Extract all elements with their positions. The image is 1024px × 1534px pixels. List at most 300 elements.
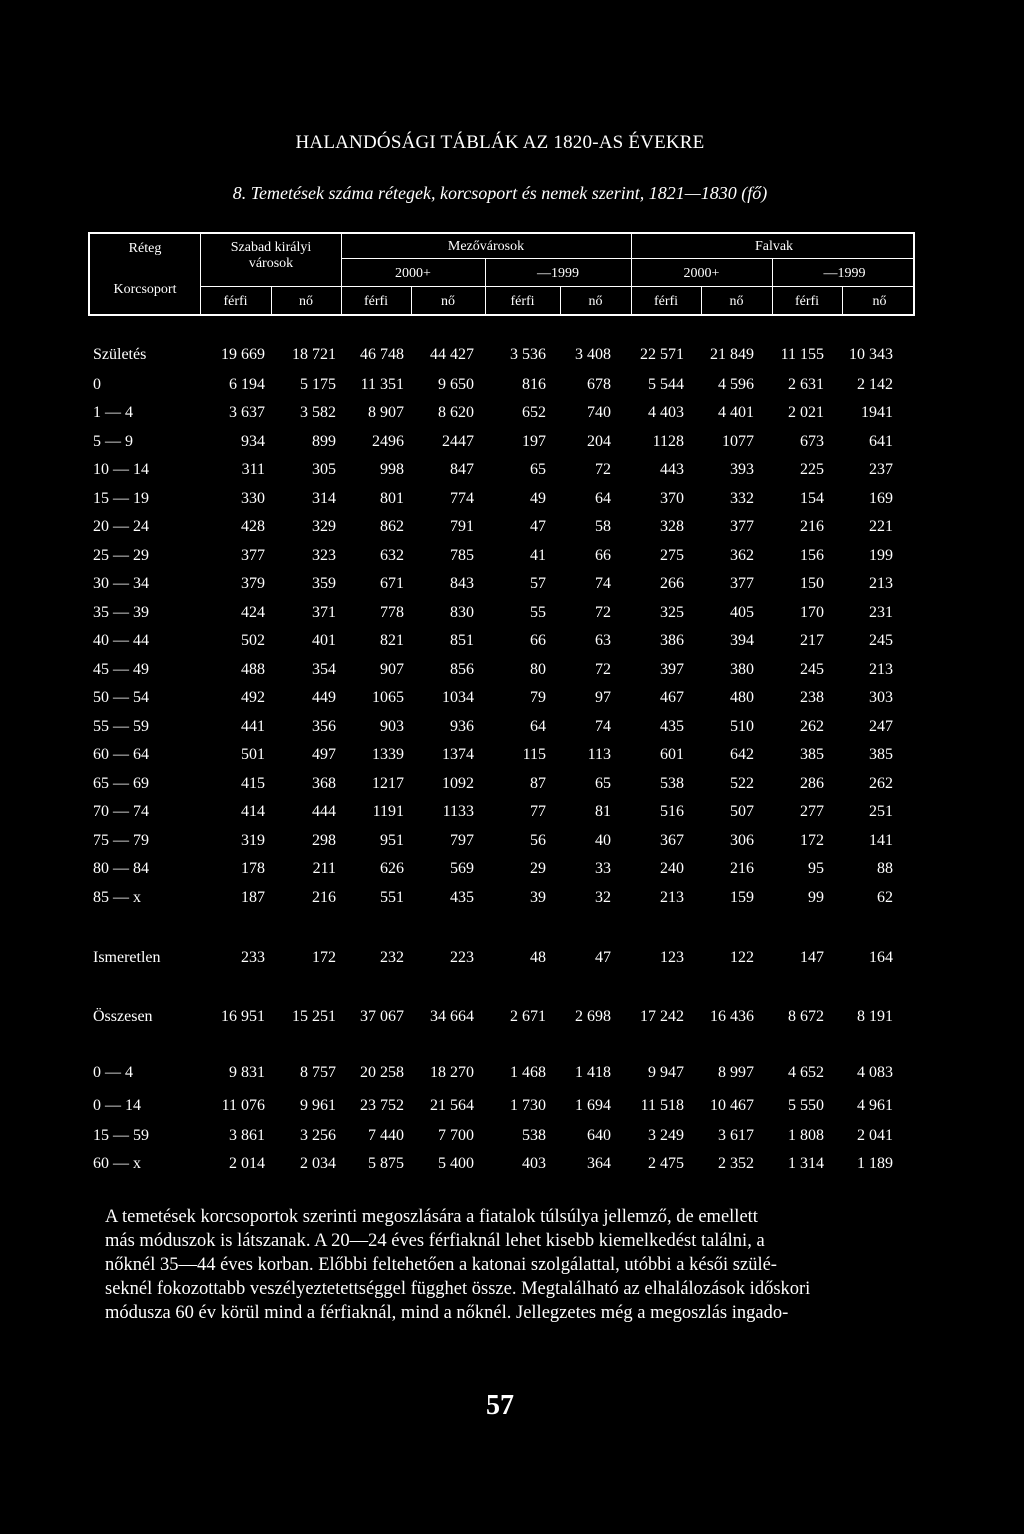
table-cell: 170 (800, 604, 824, 621)
header-ferfi: férfi (510, 294, 535, 309)
table-cell: 551 (380, 889, 404, 906)
header-no: nő (729, 294, 744, 309)
table-cell: 1128 (652, 433, 684, 450)
table-cell: 2 631 (788, 376, 824, 393)
table-cell: 3 637 (229, 404, 265, 421)
table-cell: 232 (380, 949, 404, 966)
table-cell: 538 (522, 1127, 546, 1144)
table-cell: 21 849 (710, 346, 754, 363)
row-label: 15 — 59 (93, 1127, 149, 1144)
table-cell: 266 (660, 575, 684, 592)
table-cell: 9 831 (229, 1064, 265, 1081)
paragraph-line: más móduszok is látszanak. A 20—24 éves férfiaknál lehet kisebb kiemelkedést találni, a (105, 1231, 765, 1251)
table-cell: 216 (730, 860, 754, 877)
table-cell: 57 (530, 575, 546, 592)
table-row (0, 458, 1024, 482)
table-cell: 380 (730, 661, 754, 678)
table-cell: 2447 (442, 433, 474, 450)
table-cell: 641 (869, 433, 893, 450)
table-cell: 15 251 (292, 1008, 336, 1025)
table-cell: 397 (660, 661, 684, 678)
table-cell: 5 400 (438, 1155, 474, 1172)
table-cell: 538 (660, 775, 684, 792)
header-falvak-2000plus: 2000+ (683, 266, 720, 281)
table-cell: 8 997 (718, 1064, 754, 1081)
table-cell: 39 (530, 889, 546, 906)
table-cell: 951 (380, 832, 404, 849)
table-cell: 370 (660, 490, 684, 507)
header-ferfi: férfi (794, 294, 820, 309)
header-mezo-1999minus: —1999 (537, 266, 579, 281)
table-cell: 11 518 (640, 1097, 684, 1114)
table-cell: 354 (312, 661, 336, 678)
table-cell: 262 (869, 775, 893, 792)
table-cell: 311 (241, 461, 265, 478)
table-cell: 240 (660, 860, 684, 877)
table-cell: 245 (800, 661, 824, 678)
header-no: nő (299, 294, 313, 309)
table-cell: 2 014 (229, 1155, 265, 1172)
table-cell: 238 (800, 689, 824, 706)
table-cell: 147 (800, 949, 824, 966)
table-cell: 626 (380, 860, 404, 877)
table-cell: 88 (877, 860, 893, 877)
table-cell: 64 (530, 718, 546, 735)
header-ferfi: férfi (223, 294, 248, 309)
table-cell: 329 (312, 518, 336, 535)
table-cell: 122 (730, 949, 754, 966)
table-row (0, 800, 1024, 824)
table-cell: 444 (312, 803, 336, 820)
table-row (0, 1061, 1024, 1085)
table-cell: 164 (869, 949, 893, 966)
table-cell: 2496 (372, 433, 404, 450)
table-row (0, 1124, 1024, 1148)
table-cell: 1 730 (510, 1097, 546, 1114)
table-cell: 414 (241, 803, 265, 820)
table-cell: 4 596 (718, 376, 754, 393)
table-cell: 441 (241, 718, 265, 735)
table-cell: 18 270 (430, 1064, 474, 1081)
table-cell: 262 (800, 718, 824, 735)
table-cell: 856 (450, 661, 474, 678)
table-cell: 934 (241, 433, 265, 450)
table-cell: 435 (660, 718, 684, 735)
row-label: 40 — 44 (93, 632, 149, 649)
table-row (0, 1005, 1024, 1029)
table-cell: 449 (312, 689, 336, 706)
table-cell: 34 664 (430, 1008, 474, 1025)
table-cell: 325 (660, 604, 684, 621)
table-cell: 247 (869, 718, 893, 735)
table-cell: 3 256 (300, 1127, 336, 1144)
table-cell: 97 (595, 689, 611, 706)
paragraph-line: A temetések korcsoportok szerinti megoszlására a fiatalok túlsúlya jellemző, de emellett (105, 1207, 758, 1227)
table-cell: 65 (595, 775, 611, 792)
table-cell: 115 (522, 746, 546, 763)
table-cell: 569 (450, 860, 474, 877)
row-label: 5 — 9 (93, 433, 133, 450)
table-cell: 4 403 (648, 404, 684, 421)
table-cell: 368 (312, 775, 336, 792)
table-cell: 5 544 (648, 376, 684, 393)
table-cell: 362 (730, 547, 754, 564)
table-cell: 516 (660, 803, 684, 820)
table-cell: 377 (730, 575, 754, 592)
table-cell: 77 (530, 803, 546, 820)
table-cell: 386 (660, 632, 684, 649)
row-label: Összesen (93, 1008, 153, 1025)
table-cell: 303 (869, 689, 893, 706)
table-cell: 17 242 (640, 1008, 684, 1025)
table-cell: 40 (595, 832, 611, 849)
table-cell: 323 (312, 547, 336, 564)
header-no: nő (441, 294, 455, 309)
table-row (0, 829, 1024, 853)
table-cell: 156 (800, 547, 824, 564)
table-cell: 903 (380, 718, 404, 735)
table-cell: 936 (450, 718, 474, 735)
table-cell: 9 961 (300, 1097, 336, 1114)
table-row (0, 1152, 1024, 1176)
table-cell: 356 (312, 718, 336, 735)
table-cell: 497 (312, 746, 336, 763)
table-cell: 3 617 (718, 1127, 754, 1144)
table-row (0, 515, 1024, 539)
table-row (0, 629, 1024, 653)
table-cell: 8 757 (300, 1064, 336, 1081)
table-cell: 11 351 (360, 376, 404, 393)
table-cell: 37 067 (360, 1008, 404, 1025)
row-label: Születés (93, 346, 147, 363)
table-cell: 415 (241, 775, 265, 792)
row-label: 0 (93, 376, 101, 393)
table-cell: 4 401 (718, 404, 754, 421)
table-cell: 46 748 (360, 346, 404, 363)
table-cell: 2 142 (857, 376, 893, 393)
header-reteg: Réteg (128, 241, 162, 256)
row-label: 60 — x (93, 1155, 141, 1172)
table-cell: 642 (730, 746, 754, 763)
table-cell: 64 (595, 490, 611, 507)
table-cell: 847 (450, 461, 474, 478)
table-cell: 1034 (442, 689, 474, 706)
table-cell: 785 (450, 547, 474, 564)
row-label: 80 — 84 (93, 860, 149, 877)
table-cell: 95 (808, 860, 824, 877)
table-cell: 217 (800, 632, 824, 649)
table-cell: 510 (730, 718, 754, 735)
table-row (0, 886, 1024, 910)
table-cell: 8 672 (788, 1008, 824, 1025)
table-cell: 245 (869, 632, 893, 649)
table-cell: 492 (241, 689, 265, 706)
table-cell: 1 694 (575, 1097, 611, 1114)
table-cell: 74 (595, 575, 611, 592)
table-cell: 10 343 (849, 346, 893, 363)
table-cell: 305 (312, 461, 336, 478)
table-cell: 16 951 (221, 1008, 265, 1025)
table-cell: 501 (241, 746, 265, 763)
table-cell: 62 (877, 889, 893, 906)
table-cell: 213 (660, 889, 684, 906)
table-cell: 79 (530, 689, 546, 706)
table-cell: 2 041 (857, 1127, 893, 1144)
row-label: 25 — 29 (93, 547, 149, 564)
table-cell: 1133 (442, 803, 474, 820)
table-cell: 29 (530, 860, 546, 877)
table-cell: 330 (241, 490, 265, 507)
table-cell: 72 (595, 661, 611, 678)
table-cell: 1065 (372, 689, 404, 706)
table-row (0, 544, 1024, 568)
table-cell: 2 021 (788, 404, 824, 421)
table-cell: 5 875 (368, 1155, 404, 1172)
table-cell: 178 (241, 860, 265, 877)
table-cell: 172 (312, 949, 336, 966)
table-header (88, 232, 915, 316)
table-cell: 216 (312, 889, 336, 906)
table-cell: 480 (730, 689, 754, 706)
table-cell: 32 (595, 889, 611, 906)
row-label: 1 — 4 (93, 404, 133, 421)
table-cell: 223 (450, 949, 474, 966)
row-label: 0 — 14 (93, 1097, 141, 1114)
table-cell: 286 (800, 775, 824, 792)
paragraph-line: nőknél 35—44 éves korban. Előbbi feltehetően a katonai szolgálattal, utóbbi a késői szülé- (105, 1255, 777, 1275)
table-cell: 5 175 (300, 376, 336, 393)
table-cell: 1 808 (788, 1127, 824, 1144)
table-cell: 394 (730, 632, 754, 649)
table-cell: 8 907 (368, 404, 404, 421)
table-cell: 640 (587, 1127, 611, 1144)
table-cell: 632 (380, 547, 404, 564)
table-cell: 277 (800, 803, 824, 820)
table-cell: 1191 (372, 803, 404, 820)
table-cell: 9 947 (648, 1064, 684, 1081)
row-label: 60 — 64 (93, 746, 149, 763)
row-label: 0 — 4 (93, 1064, 133, 1081)
header-mezovarosok: Mezővárosok (447, 239, 525, 254)
table-cell: 467 (660, 689, 684, 706)
table-cell: 47 (595, 949, 611, 966)
table-cell: 678 (587, 376, 611, 393)
table-cell: 601 (660, 746, 684, 763)
table-cell: 435 (450, 889, 474, 906)
table-cell: 367 (660, 832, 684, 849)
row-label: 10 — 14 (93, 461, 149, 478)
table-cell: 801 (380, 490, 404, 507)
table-cell: 405 (730, 604, 754, 621)
table-cell: 81 (595, 803, 611, 820)
table-row (0, 430, 1024, 454)
table-cell: 44 427 (430, 346, 474, 363)
row-label: 70 — 74 (93, 803, 149, 820)
header-ferfi: férfi (363, 294, 389, 309)
row-label: 45 — 49 (93, 661, 149, 678)
table-cell: 187 (241, 889, 265, 906)
table-cell: 47 (530, 518, 546, 535)
table-cell: 150 (800, 575, 824, 592)
table-cell: 797 (450, 832, 474, 849)
page-number: 57 (486, 1390, 514, 1421)
table-cell: 213 (869, 661, 893, 678)
table-row (0, 487, 1024, 511)
paragraph-line: módusza 60 év körül mind a férfiaknál, mind a nőknél. Jellegzetes még a megoszlás ingado- (105, 1303, 789, 1323)
table-row (0, 658, 1024, 682)
table-cell: 55 (530, 604, 546, 621)
table-row (0, 743, 1024, 767)
row-label: 15 — 19 (93, 490, 149, 507)
table-cell: 8 620 (438, 404, 474, 421)
table-cell: 172 (800, 832, 824, 849)
table-cell: 225 (800, 461, 824, 478)
table-cell: 403 (522, 1155, 546, 1172)
table-cell: 87 (530, 775, 546, 792)
table-cell: 774 (450, 490, 474, 507)
table-cell: 216 (800, 518, 824, 535)
table-cell: 1 189 (857, 1155, 893, 1172)
table-cell: 231 (869, 604, 893, 621)
table-cell: 141 (869, 832, 893, 849)
table-cell: 401 (312, 632, 336, 649)
table-cell: 2 671 (510, 1008, 546, 1025)
table-cell: 1339 (372, 746, 404, 763)
header-no: nő (588, 294, 603, 309)
table-cell: 2 034 (300, 1155, 336, 1172)
table-cell: 843 (450, 575, 474, 592)
table-cell: 740 (587, 404, 611, 421)
table-row (0, 343, 1024, 367)
row-label: 65 — 69 (93, 775, 149, 792)
row-label: 85 — x (93, 889, 141, 906)
table-cell: 652 (522, 404, 546, 421)
table-cell: 16 436 (710, 1008, 754, 1025)
row-label: 35 — 39 (93, 604, 149, 621)
table-cell: 3 861 (229, 1127, 265, 1144)
table-cell: 899 (312, 433, 336, 450)
table-row (0, 857, 1024, 881)
table-cell: 6 194 (229, 376, 265, 393)
paragraph-line: seknél fokozottabb veszélyeztetettséggel függhet össze. Megtalálható az elhalálozások időskori (105, 1279, 811, 1299)
table-cell: 19 669 (221, 346, 265, 363)
table-cell: 11 155 (780, 346, 824, 363)
table-cell: 72 (595, 461, 611, 478)
table-row (0, 373, 1024, 397)
table-cell: 63 (595, 632, 611, 649)
table-cell: 298 (312, 832, 336, 849)
table-cell: 197 (522, 433, 546, 450)
table-cell: 204 (587, 433, 611, 450)
table-cell: 221 (869, 518, 893, 535)
table-cell: 199 (869, 547, 893, 564)
table-row (0, 601, 1024, 625)
table-cell: 66 (530, 632, 546, 649)
table-cell: 211 (312, 860, 336, 877)
table-cell: 673 (800, 433, 824, 450)
table-cell: 314 (312, 490, 336, 507)
table-cell: 359 (312, 575, 336, 592)
table-cell: 2 352 (718, 1155, 754, 1172)
table-cell: 907 (380, 661, 404, 678)
header-korcsoport: Korcsoport (113, 282, 177, 297)
table-cell: 49 (530, 490, 546, 507)
table-cell: 1941 (861, 404, 893, 421)
table-cell: 424 (241, 604, 265, 621)
table-row (0, 572, 1024, 596)
table-cell: 1 314 (788, 1155, 824, 1172)
table-cell: 791 (450, 518, 474, 535)
table-cell: 862 (380, 518, 404, 535)
table-cell: 830 (450, 604, 474, 621)
table-cell: 56 (530, 832, 546, 849)
table-cell: 306 (730, 832, 754, 849)
table-cell: 20 258 (360, 1064, 404, 1081)
row-label: 55 — 59 (93, 718, 149, 735)
table-cell: 821 (380, 632, 404, 649)
table-caption: 8. Temetések száma rétegek, korcsoport és nemek szerint, 1821—1830 (fő) (232, 183, 768, 203)
header-falvak-1999minus: —1999 (823, 266, 866, 281)
running-head: HALANDÓSÁGI TÁBLÁK AZ 1820-AS ÉVEKRE (295, 132, 705, 153)
table-cell: 1077 (722, 433, 754, 450)
table-cell: 233 (241, 949, 265, 966)
header-falvak: Falvak (754, 239, 794, 254)
table-cell: 2 698 (575, 1008, 611, 1025)
row-label: 30 — 34 (93, 575, 149, 592)
table-cell: 113 (587, 746, 611, 763)
table-cell: 123 (660, 949, 684, 966)
row-label: 20 — 24 (93, 518, 149, 535)
table-cell: 22 571 (640, 346, 684, 363)
table-cell: 8 191 (857, 1008, 893, 1025)
table-cell: 4 652 (788, 1064, 824, 1081)
table-cell: 7 440 (368, 1127, 404, 1144)
table-row (0, 1094, 1024, 1118)
table-cell: 99 (808, 889, 824, 906)
table-cell: 5 550 (788, 1097, 824, 1114)
table-cell: 3 408 (575, 346, 611, 363)
table-cell: 332 (730, 490, 754, 507)
table-cell: 379 (241, 575, 265, 592)
table-cell: 851 (450, 632, 474, 649)
table-cell: 385 (869, 746, 893, 763)
header-mezo-2000plus: 2000+ (395, 266, 431, 281)
table-cell: 393 (730, 461, 754, 478)
table-cell: 3 582 (300, 404, 336, 421)
table-cell: 213 (869, 575, 893, 592)
header-ferfi: férfi (653, 294, 679, 309)
table-cell: 3 536 (510, 346, 546, 363)
table-cell: 488 (241, 661, 265, 678)
table-row (0, 772, 1024, 796)
table-cell: 1 468 (510, 1064, 546, 1081)
table-cell: 74 (595, 718, 611, 735)
table-cell: 2 475 (648, 1155, 684, 1172)
table-cell: 18 721 (292, 346, 336, 363)
table-row (0, 946, 1024, 970)
table-cell: 23 752 (360, 1097, 404, 1114)
table-cell: 1374 (442, 746, 474, 763)
header-no: nő (872, 294, 887, 309)
table-cell: 778 (380, 604, 404, 621)
table-cell: 66 (595, 547, 611, 564)
table-cell: 328 (660, 518, 684, 535)
table-cell: 385 (800, 746, 824, 763)
table-cell: 10 467 (710, 1097, 754, 1114)
table-row (0, 715, 1024, 739)
table-cell: 21 564 (430, 1097, 474, 1114)
table-cell: 41 (530, 547, 546, 564)
